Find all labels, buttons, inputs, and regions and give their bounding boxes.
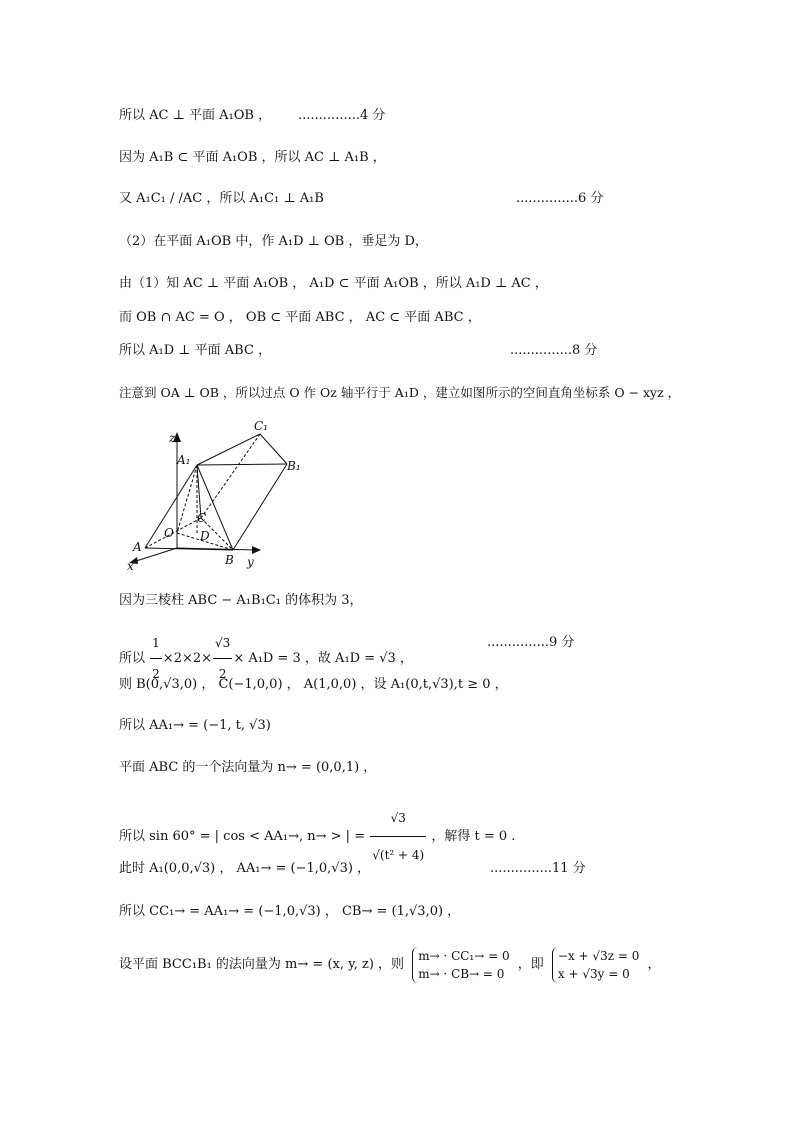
score-6: ...............6 分: [516, 191, 604, 206]
label-B: B: [225, 553, 234, 567]
line-1: 所以 AC ⊥ 平面 A₁OB ，: [119, 108, 272, 123]
label-C1: C₁: [254, 419, 268, 433]
score-11: ...............11 分: [490, 861, 586, 876]
fraction-sqrt3-over-root: $\frac{√3}{\text{√(t² + 4)}}$: [370, 800, 426, 873]
line-15: 此时 A₁(0,0,√3) ， AA₁→ = (−1,0,√3) ，: [119, 861, 371, 876]
score-9: ...............9 分: [487, 635, 575, 650]
line-10: 所以 $\frac{1}{2}$ ×2×2× $\frac{√3}{2}$ × A₁D = 3 ，故 A₁D = √3 ，: [119, 628, 413, 689]
label-D: D: [200, 529, 210, 543]
label-C: C: [197, 511, 207, 525]
label-x: x: [127, 559, 134, 570]
line-12: 所以 AA₁→ = (−1, t, √3): [119, 718, 271, 733]
line-2: 因为 A₁B ⊂ 平面 A₁OB ，所以 AC ⊥ A₁B ，: [119, 150, 386, 165]
line-3: 又 A₁C₁ / /AC ，所以 A₁C₁ ⊥ A₁B: [119, 191, 324, 206]
equation-system-2: −x + √3z = 0 x + √3y = 0: [552, 947, 639, 983]
line-8: 注意到 OA ⊥ OB ，所以过点 O 作 Oz 轴平行于 A₁D ，建立如图所示的空间直角坐标系 O − xyz ，: [119, 385, 681, 400]
line-4: （2）在平面 A₁OB 中，作 A₁D ⊥ OB ，垂足为 D，: [119, 234, 428, 249]
line-11: 则 B(0,√3,0) ， C(−1,0,0) ， A(1,0,0) ，设 A₁(0,t,√3),t ≥ 0 ，: [119, 677, 508, 692]
score-4: ...............4 分: [298, 108, 386, 123]
line-9: 因为三棱柱 ABC − A₁B₁C₁ 的体积为 3，: [119, 593, 363, 608]
fraction-sqrt3-over-2: $\frac{√3}{2}$: [213, 628, 232, 689]
label-A: A: [133, 540, 142, 554]
line-5: 由（1）知 AC ⊥ 平面 A₁OB ， A₁D ⊂ 平面 A₁OB ，所以 A₁D ⊥ AC ，: [119, 276, 548, 291]
line-6: 而 OB ∩ AC = O ， OB ⊂ 平面 ABC ， AC ⊂ 平面 ABC ，: [119, 310, 481, 325]
label-O: O: [164, 526, 174, 540]
line-17: 设平面 BCC₁B₁ 的法向量为 m→ = (x, y, z) ，则 m→ · CC₁→ = 0 m→ · CB→ = 0 ，即 −x + √3z = 0 x + √3y = 0 ，: [119, 948, 661, 981]
line-14: 所以 sin 60° = | cos < AA₁→, n→ > | = $\frac{√3}{\text{√(t² + 4)}}$ ，解得 t = 0 .: [119, 800, 515, 873]
prism-figure: [115, 410, 315, 570]
score-8: ...............8 分: [510, 343, 598, 358]
line-13: 平面 ABC 的一个法向量为 n→ = (0,0,1) ，: [119, 760, 377, 775]
equation-system-1: m→ · CC₁→ = 0 m→ · CB→ = 0: [412, 947, 509, 983]
line-16: 所以 CC₁→ = AA₁→ = (−1,0,√3) ， CB→ = (1,√3,0) ，: [119, 904, 461, 919]
label-z: z: [169, 431, 176, 445]
label-B1: B₁: [287, 459, 301, 473]
fraction-one-half: $\frac{1}{2}$: [150, 628, 162, 689]
line-7: 所以 A₁D ⊥ 平面 ABC ，: [119, 343, 272, 358]
label-y: y: [247, 555, 254, 569]
label-A1: A₁: [177, 453, 191, 467]
